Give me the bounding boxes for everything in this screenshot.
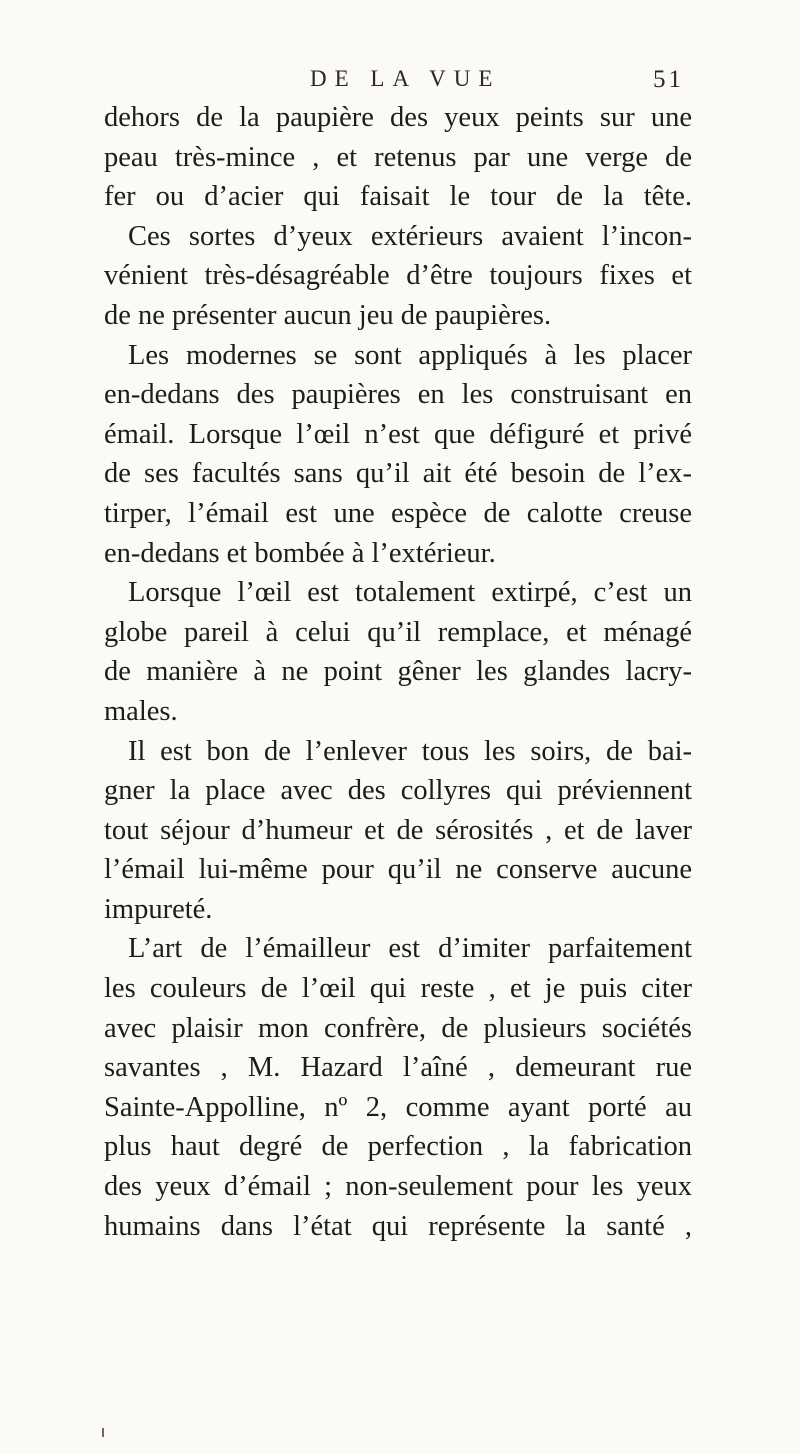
text-line: gner la place avec des collyres qui préviennent [104, 775, 692, 807]
text-line: les couleurs de l’œil qui reste , et je puis citer [104, 973, 692, 1005]
text-line: humains dans l’état qui représente la santé , [104, 1210, 692, 1242]
text-line: L’art de l’émailleur est d’imiter parfaitement [128, 933, 692, 965]
running-head [0, 66, 800, 98]
text-line: Ces sortes d’yeux extérieurs avaient l’incon- [128, 220, 692, 252]
text-line: males. [104, 695, 178, 727]
text-line: fer ou d’acier qui faisait le tour de la tête. [104, 181, 692, 213]
text-line: émail. Lorsque l’œil n’est que défiguré et privé [104, 418, 692, 450]
text-line: avec plaisir mon confrère, de plusieurs sociétés [104, 1012, 692, 1044]
text-line: des yeux d’émail ; non-seulement pour les yeux [104, 1171, 692, 1203]
text-line: de ses facultés sans qu’il ait été besoin de l’ex- [104, 458, 692, 490]
text-line: en-dedans des paupières en les construisant en [104, 379, 692, 411]
text-line: de ne présenter aucun jeu de paupières. [104, 299, 552, 331]
page-number: 51 [653, 66, 684, 93]
text-line: savantes , M. Hazard l’aîné , demeurant rue [104, 1052, 692, 1084]
text-line: globe pareil à celui qu’il remplace, et ménagé [104, 616, 692, 648]
text-line: tirper, l’émail est une espèce de calotte creuse [104, 497, 692, 529]
text-line: Lorsque l’œil est totalement extirpé, c’est un [128, 577, 692, 609]
text-line: vénient très-désagréable d’être toujours fixes et [104, 260, 692, 292]
text-line: l’émail lui-même pour qu’il ne conserve aucune [104, 854, 692, 886]
text-line: Il est bon de l’enlever tous les soirs, de bai- [128, 735, 692, 767]
text-line: dehors de la paupière des yeux peints sur une [104, 102, 692, 133]
running-title: DE LA VUE [310, 66, 501, 91]
text-line: de manière à ne point gêner les glandes lacry- [104, 656, 692, 688]
text-line: plus haut degré de perfection , la fabrication [104, 1131, 692, 1163]
print-mark [102, 1428, 104, 1437]
text-line: peau très-mince , et retenus par une verge de [104, 141, 692, 173]
body-text [104, 98, 692, 1246]
text-line: Les modernes se sont appliqués à les placer [128, 339, 692, 371]
text-line: Sainte-Appolline, nº 2, comme ayant porté au [104, 1091, 692, 1123]
text-line: tout séjour d’humeur et de sérosités , et de laver [104, 814, 692, 846]
text-line: en-dedans et bombée à l’extérieur. [104, 537, 496, 569]
text-line: impureté. [104, 893, 213, 925]
